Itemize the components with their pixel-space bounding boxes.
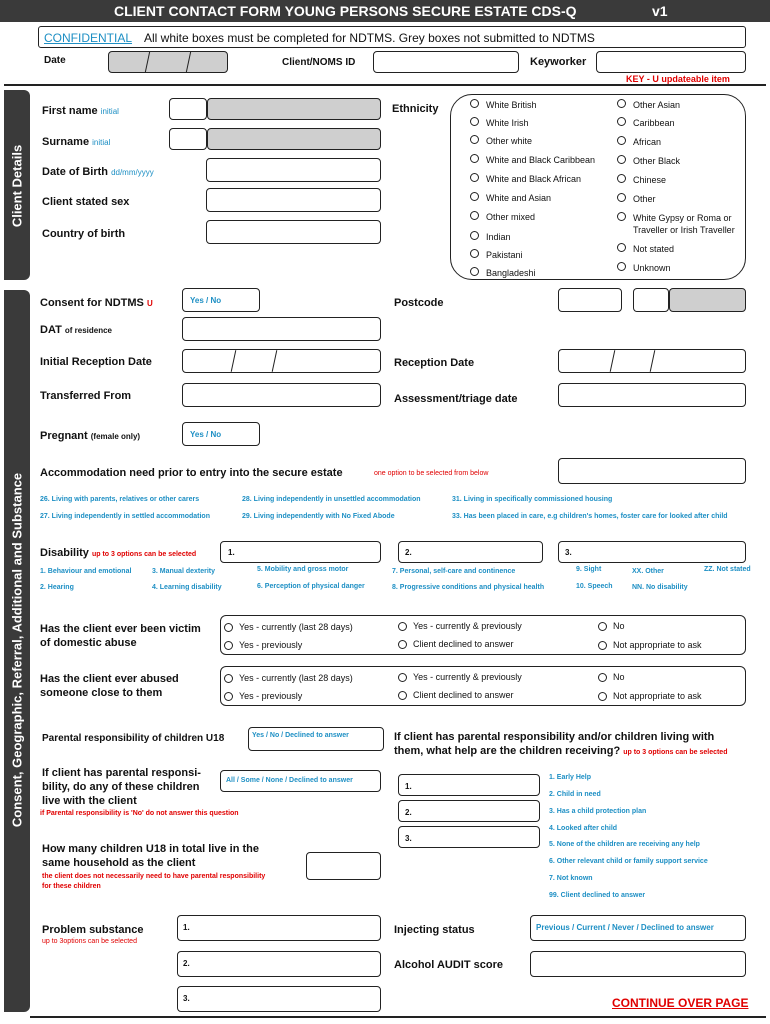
postcode-field-1[interactable] [558,288,622,312]
radio-button[interactable] [224,692,233,701]
dob-label: Date of Birth dd/mm/yyyy [42,166,154,178]
transferred-label: Transferred From [40,390,132,402]
bottom-divider [30,1016,766,1018]
radio-button[interactable] [598,641,607,650]
problem-slot-3[interactable] [177,986,381,1012]
ethnicity-option: African [633,137,662,147]
radio-button[interactable] [617,117,626,126]
ethnicity-option: Caribbean [633,118,675,128]
form-version: v1 [652,3,668,19]
ethnicity-option: Other white [486,136,533,146]
disability-option: 10. Speech [576,583,613,590]
disability-option: 6. Perception of physical danger [257,583,365,590]
dob-field[interactable] [206,158,381,182]
radio-button[interactable] [224,623,233,632]
ethnicity-option: White and Black Caribbean [486,155,596,165]
accommodation-option: 28. Living independently in unsettled accommodation [242,496,421,503]
ethnicity-option: Other Black [633,156,681,166]
help-slot-2-num: 2. [405,808,412,817]
disability-slot-2[interactable] [398,541,543,563]
ethnicity-option: White and Black African [486,174,582,184]
help-option: 1. Early Help [549,774,592,781]
radio-button[interactable] [398,691,407,700]
divider [4,84,766,86]
abuse-option: Client declined to answer [413,639,514,649]
help-option: 3. Has a child protection plan [549,808,647,815]
abuse-option: Yes - currently & previously [413,672,522,682]
assessment-label: Assessment/triage date [394,393,518,405]
pr-note: if Parental responsibility is 'No' do not answer this question [40,810,239,817]
disability-option: 3. Manual dexterity [152,568,216,575]
client-details-tab-label: Client Details [9,144,25,228]
disability-option: 2. Hearing [40,584,74,591]
ethnicity-option-extra: Traveller or Irish Traveller [633,225,735,235]
abuse-option: Yes - previously [239,691,303,701]
radio-button[interactable] [598,692,607,701]
accommodation-option: 29. Living independently with No Fixed Abode [242,513,395,520]
radio-button[interactable] [470,249,479,258]
surname-initial[interactable] [169,128,207,150]
radio-button[interactable] [398,673,407,682]
ethnicity-option: White Gypsy or Roma or [633,213,732,223]
radio-button[interactable] [224,641,233,650]
ethnicity-option: Not stated [633,244,675,254]
u18-question: How many children U18 in total live in the same household as the client [42,843,259,869]
sex-label: Client stated sex [42,196,130,208]
accommodation-option: 33. Has been placed in care, e.g children's homes, foster care for looked after child [452,513,728,520]
radio-button[interactable] [398,622,407,631]
u18-field[interactable] [306,852,381,880]
radio-button[interactable] [617,212,626,221]
notice-text: All white boxes must be completed for NDTMS. Grey boxes not submitted to NDTMS [144,31,595,45]
radio-button[interactable] [470,117,479,126]
accommodation-option: 26. Living with parents, relatives or other carers [40,496,200,503]
help-option: 7. Not known [549,875,593,882]
abuse-option: Client declined to answer [413,690,514,700]
disability-option: ZZ. Not stated [704,566,751,573]
date-field[interactable] [108,51,228,73]
disability-slot-2-num: 2. [405,548,412,557]
disability-option: 9. Sight [576,566,602,573]
radio-button[interactable] [617,155,626,164]
country-field[interactable] [206,220,381,244]
help-option: 2. Child in need [549,791,601,798]
help-option: 5. None of the children are receiving any help [549,841,700,848]
consent-label: Consent for NDTMS U [40,297,153,309]
injecting-label: Injecting status [394,924,475,936]
radio-button[interactable] [470,231,479,240]
disability-option: 7. Personal, self-care and continence [392,568,516,575]
abuse-option: Yes - currently (last 28 days) [239,622,353,632]
ethnicity-option: White and Asian [486,193,552,203]
abuse-option: Not appropriate to ask [613,691,702,701]
radio-button[interactable] [617,262,626,271]
problem-label: Problem substance [42,924,144,936]
help-option: 4. Looked after child [549,825,618,832]
radio-button[interactable] [398,640,407,649]
transferred-field[interactable] [182,383,381,407]
pr-value: All / Some / None / Declined to answer [226,777,353,784]
help-question: If client has parental responsibility and/or children living with them, what help are the children receiving? up to 3 options can be selected [394,731,728,757]
abuse-option: Yes - previously [239,640,303,650]
disability-label: Disability up to 3 options can be selected [40,547,197,559]
postcode-field-2[interactable] [633,288,669,312]
disability-option: 5. Mobility and gross motor [257,566,349,573]
postcode-field-3[interactable] [669,288,746,312]
assessment-field[interactable] [558,383,746,407]
radio-button[interactable] [224,674,233,683]
pregnant-label: Pregnant (female only) [40,430,141,442]
first-name-field[interactable] [207,98,381,120]
ethnicity-label: Ethnicity [392,103,439,115]
first-name-initial[interactable] [169,98,207,120]
disability-option: XX. Other [632,568,664,575]
help-option: 6. Other relevant child or family support service [549,858,708,865]
accommodation-option: 27. Living independently in settled accommodation [40,513,210,520]
reception-label: Reception Date [394,357,475,369]
radio-button[interactable] [470,173,479,182]
problem-slot-1[interactable] [177,915,381,941]
parental-field[interactable] [248,727,384,751]
disability-slot-1-num: 1. [228,548,235,557]
continue-link[interactable]: CONTINUE OVER PAGE [612,996,749,1010]
client-noms-field[interactable] [373,51,519,73]
confidential-label: CONFIDENTIAL [44,31,133,45]
disability-option: 8. Progressive conditions and physical health [392,584,545,591]
help-slot-2[interactable] [398,800,540,822]
radio-button[interactable] [598,622,607,631]
ethnicity-option: Other mixed [486,212,536,222]
initial-reception-label: Initial Reception Date [40,356,152,368]
abuse-option: Yes - currently (last 28 days) [239,673,353,683]
accommodation-label: Accommodation need prior to entry into the secure estate [40,467,343,479]
keyworker-label: Keyworker [530,56,587,68]
problem-hint: up to 3options can be selected [42,938,137,945]
radio-button[interactable] [470,267,479,276]
help-slot-3[interactable] [398,826,540,848]
abuse-option: Not appropriate to ask [613,640,702,650]
radio-button[interactable] [470,99,479,108]
accommodation-hint: one option to be selected from below [374,470,489,477]
radio-button[interactable] [598,673,607,682]
audit-label: Alcohol AUDIT score [394,959,503,971]
ethnicity-option: Chinese [633,175,667,185]
surname-label: Surname initial [42,136,111,148]
form-title: CLIENT CONTACT FORM YOUNG PERSONS SECURE ESTATE CDS-Q [114,3,577,19]
ethnicity-option: Unknown [633,263,671,273]
disability-slot-3-num: 3. [565,548,572,557]
ethnicity-option: Indian [486,232,511,242]
victim-question: Has the client ever been victim of domestic abuse [40,623,201,649]
radio-button[interactable] [470,154,479,163]
ethnicity-option: Bangladeshi [486,268,536,278]
u18-note: the client does not necessarily need to have parental responsibility for these children [42,873,266,890]
injecting-value: Previous / Current / Never / Declined to answer [536,923,714,932]
ethnicity-option: Other [633,194,656,204]
consent-value: Yes / No [190,296,222,305]
abused-question: Has the client ever abused someone close to them [40,673,179,699]
radio-button[interactable] [617,193,626,202]
radio-button[interactable] [617,243,626,252]
ethnicity-option: White Irish [486,118,529,128]
consent-tab-label: Consent, Geographic, Referral, Additional and Substance [9,472,25,828]
accommodation-field[interactable] [558,458,746,484]
problem-slot-3-num: 3. [183,994,190,1003]
surname-field[interactable] [207,128,381,150]
initial-reception-field[interactable] [182,349,381,373]
ethnicity-option: Other Asian [633,100,681,110]
abuse-option: Yes - currently & previously [413,621,522,631]
ethnicity-option: Pakistani [486,250,523,260]
client-noms-label: Client/NOMS ID [282,57,356,68]
disability-slot-3[interactable] [558,541,746,563]
first-name-label: First name initial [42,105,119,117]
disability-option: 4. Learning disability [152,584,222,591]
dat-field[interactable] [182,317,381,341]
radio-button[interactable] [617,136,626,145]
disability-slot-1[interactable] [220,541,381,563]
help-slot-3-num: 3. [405,834,412,843]
help-slot-1[interactable] [398,774,540,796]
radio-button[interactable] [470,192,479,201]
problem-slot-2[interactable] [177,951,381,977]
radio-button[interactable] [617,99,626,108]
disability-option: NN. No disability [632,584,688,591]
parental-label: Parental responsibility of children U18 [42,733,225,744]
pregnant-value: Yes / No [190,430,222,439]
problem-slot-2-num: 2. [183,959,190,968]
radio-button[interactable] [617,174,626,183]
sex-field[interactable] [206,188,381,212]
date-label: Date [44,55,66,66]
country-label: Country of birth [42,228,126,240]
parental-value: Yes / No / Declined to answer [252,732,349,739]
help-slot-1-num: 1. [405,782,412,791]
pr-question: If client has parental responsi- bility, do any of these children live with the client [42,767,201,807]
postcode-label: Postcode [394,297,444,309]
audit-field[interactable] [530,951,746,977]
ethnicity-option: White British [486,100,537,110]
key-legend: KEY - U updateable item [626,74,730,84]
problem-slot-1-num: 1. [183,923,190,932]
keyworker-field[interactable] [596,51,746,73]
abuse-option: No [613,672,625,682]
accommodation-option: 31. Living in specifically commissioned housing [452,496,613,503]
dat-label: DAT of residence [40,324,112,336]
help-option: 99. Client declined to answer [549,892,646,899]
abuse-option: No [613,621,625,631]
radio-button[interactable] [470,135,479,144]
disability-option: 1. Behaviour and emotional [40,568,132,575]
radio-button[interactable] [470,211,479,220]
